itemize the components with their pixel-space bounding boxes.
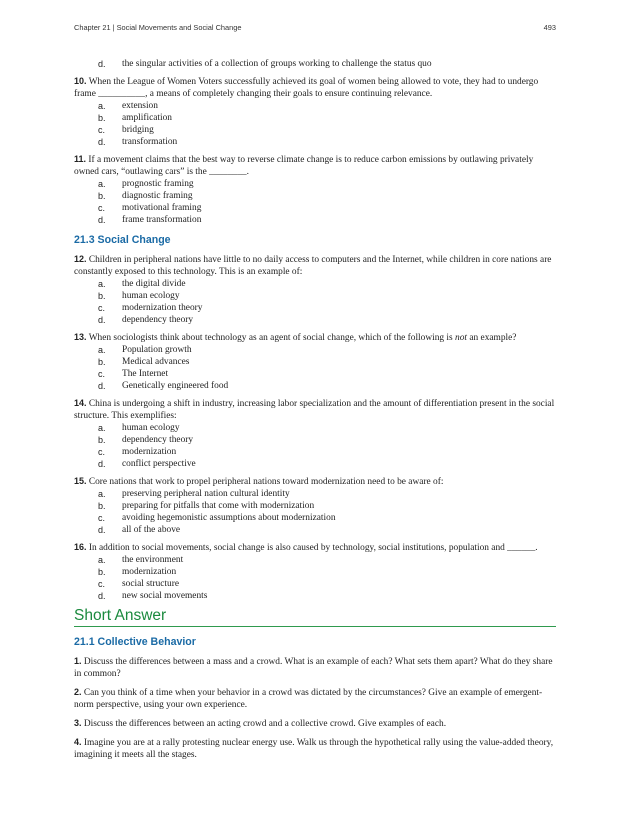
answer-option — [74, 302, 556, 314]
option-text: social structure — [122, 579, 180, 589]
option-letter: d. — [98, 315, 106, 325]
option-letter: d. — [98, 137, 106, 147]
option-letter: d. — [98, 381, 106, 391]
question-text-after: an example? — [467, 333, 517, 343]
option-text: Population growth — [122, 345, 192, 355]
page-header — [74, 23, 556, 32]
question-number: 4. — [74, 737, 82, 747]
question-text: When the League of Women Voters successfully achieved its goal of women being allowed to vote, they had to undergo frame __________, a means of completely changing their goals to ensure continuing relevance. — [74, 77, 539, 99]
option-letter: c. — [98, 369, 106, 379]
option-text: new social movements — [122, 591, 208, 601]
option-text: avoiding hegemonistic assumptions about modernization — [122, 513, 336, 523]
option-text: modernization theory — [122, 303, 203, 313]
option-letter: d. — [98, 59, 106, 69]
section-heading-21-3: 21.3 Social Change — [74, 234, 171, 246]
question-number: 15. — [74, 476, 87, 486]
short-answer-item — [74, 717, 556, 730]
option-text: human ecology — [122, 291, 180, 301]
question-text-before: When sociologists think about technology as an agent of social change, which of the following is — [88, 333, 456, 343]
option-letter: b. — [98, 191, 106, 201]
option-letter: a. — [98, 423, 106, 433]
question-number: 11. — [74, 154, 87, 164]
question-12-options — [74, 278, 556, 326]
answer-option — [74, 278, 556, 290]
question-16 — [74, 541, 556, 554]
question-13 — [74, 331, 556, 344]
option-text: Genetically engineered food — [122, 381, 229, 391]
option-letter: d. — [98, 215, 106, 225]
question-text: If a movement claims that the best way to reverse climate change is to reduce carbon emissions by outlawing privately owned cars, “outlawing cars” is the ________. — [74, 155, 534, 177]
question-number: 3. — [74, 718, 82, 728]
option-letter: a. — [98, 179, 106, 189]
option-letter: a. — [98, 555, 106, 565]
option-letter: b. — [98, 501, 106, 511]
option-text: transformation — [122, 137, 178, 147]
answer-option — [74, 512, 556, 524]
carryover-options — [74, 58, 556, 70]
question-number: 13. — [74, 332, 87, 342]
question-number: 16. — [74, 542, 87, 552]
answer-option — [74, 590, 556, 602]
answer-option — [74, 422, 556, 434]
option-letter: b. — [98, 291, 106, 301]
question-text: Children in peripheral nations have little to no daily access to computers and the Internet, while children in core nations are constantly exposed to this technology. This is an example of: — [74, 255, 552, 277]
answer-option — [74, 58, 556, 70]
option-text: all of the above — [122, 525, 181, 535]
question-text: Discuss the differences between an acting crowd and a collective crowd. Give examples of each. — [83, 719, 447, 729]
option-letter: d. — [98, 525, 106, 535]
answer-option — [74, 578, 556, 590]
short-answer-item — [74, 655, 556, 680]
answer-option — [74, 356, 556, 368]
question-number: 14. — [74, 398, 87, 408]
question-10-options — [74, 100, 556, 148]
option-letter: d. — [98, 591, 106, 601]
section-heading-21-1: 21.1 Collective Behavior — [74, 636, 196, 648]
option-text: prognostic framing — [122, 179, 194, 189]
question-text: China is undergoing a shift in industry, increasing labor specialization and the amount of differentiation present in the social structure. This exemplifies: — [74, 399, 555, 421]
page-number: 493 — [543, 23, 556, 32]
question-12 — [74, 253, 556, 278]
option-text: conflict perspective — [122, 459, 196, 469]
option-letter: c. — [98, 303, 106, 313]
option-text: extension — [122, 101, 158, 111]
question-text: Can you think of a time when your behavior in a crowd was dictated by the circumstances? Give an example of emergent-norm perspective, using your own experience. — [74, 688, 543, 710]
option-letter: a. — [98, 101, 106, 111]
answer-option — [74, 434, 556, 446]
answer-option — [74, 368, 556, 380]
question-text-emphasis: not — [455, 333, 468, 343]
answer-option — [74, 136, 556, 148]
answer-option — [74, 214, 556, 226]
option-letter: c. — [98, 579, 106, 589]
question-14-options — [74, 422, 556, 470]
option-letter: a. — [98, 345, 106, 355]
question-text: Imagine you are at a rally protesting nuclear energy use. Walk us through the hypothetical rally using the value-added theory, imagining it meets all the stages. — [74, 738, 554, 760]
option-text: dependency theory — [122, 435, 194, 445]
option-text: amplification — [122, 113, 172, 123]
option-text: the environment — [122, 555, 184, 565]
answer-option — [74, 190, 556, 202]
answer-option — [74, 112, 556, 124]
option-text: frame transformation — [122, 215, 202, 225]
question-number: 2. — [74, 687, 82, 697]
option-text: human ecology — [122, 423, 180, 433]
answer-option — [74, 178, 556, 190]
question-11 — [74, 153, 556, 178]
option-letter: a. — [98, 279, 106, 289]
question-text: In addition to social movements, social change is also caused by technology, social institutions, population and ______. — [88, 543, 538, 553]
short-answer-heading: Short Answer — [74, 607, 556, 627]
option-text: modernization — [122, 567, 177, 577]
option-text: motivational framing — [122, 203, 202, 213]
option-letter: b. — [98, 113, 106, 123]
option-letter: a. — [98, 489, 106, 499]
option-text: bridging — [122, 125, 154, 135]
question-15 — [74, 475, 556, 488]
short-answer-item — [74, 686, 556, 711]
answer-option — [74, 314, 556, 326]
answer-option — [74, 124, 556, 136]
option-text: The Internet — [122, 369, 169, 379]
option-letter: b. — [98, 567, 106, 577]
option-text: Medical advances — [122, 357, 190, 367]
question-text: Discuss the differences between a mass and a crowd. What is an example of each? What sets them apart? What do they share in common? — [74, 657, 553, 679]
option-text: preparing for pitfalls that come with modernization — [122, 501, 315, 511]
answer-option — [74, 554, 556, 566]
question-11-options — [74, 178, 556, 226]
question-13-options — [74, 344, 556, 392]
option-text: preserving peripheral nation cultural identity — [122, 489, 290, 499]
question-number: 12. — [74, 254, 87, 264]
option-text: diagnostic framing — [122, 191, 193, 201]
option-letter: c. — [98, 447, 106, 457]
page-content — [74, 58, 556, 767]
answer-option — [74, 500, 556, 512]
short-answer-item — [74, 736, 556, 761]
question-15-options — [74, 488, 556, 536]
option-letter: d. — [98, 459, 106, 469]
option-letter: c. — [98, 125, 106, 135]
answer-option — [74, 344, 556, 356]
answer-option — [74, 290, 556, 302]
chapter-title: Chapter 21 | Social Movements and Social Change — [74, 23, 242, 32]
option-text: modernization — [122, 447, 177, 457]
answer-option — [74, 488, 556, 500]
option-text: the digital divide — [122, 279, 186, 289]
option-letter: b. — [98, 435, 106, 445]
question-number: 1. — [74, 656, 82, 666]
option-text: dependency theory — [122, 315, 194, 325]
answer-option — [74, 566, 556, 578]
question-14 — [74, 397, 556, 422]
answer-option — [74, 524, 556, 536]
question-text: Core nations that work to propel peripheral nations toward modernization need to be aware of: — [88, 477, 444, 487]
option-text: the singular activities of a collection of groups working to challenge the status quo — [122, 59, 432, 69]
option-letter: c. — [98, 513, 106, 523]
answer-option — [74, 380, 556, 392]
answer-option — [74, 202, 556, 214]
option-letter: c. — [98, 203, 106, 213]
question-number: 10. — [74, 76, 87, 86]
answer-option — [74, 446, 556, 458]
question-10 — [74, 75, 556, 100]
answer-option — [74, 458, 556, 470]
option-letter: b. — [98, 357, 106, 367]
question-16-options — [74, 554, 556, 602]
answer-option — [74, 100, 556, 112]
